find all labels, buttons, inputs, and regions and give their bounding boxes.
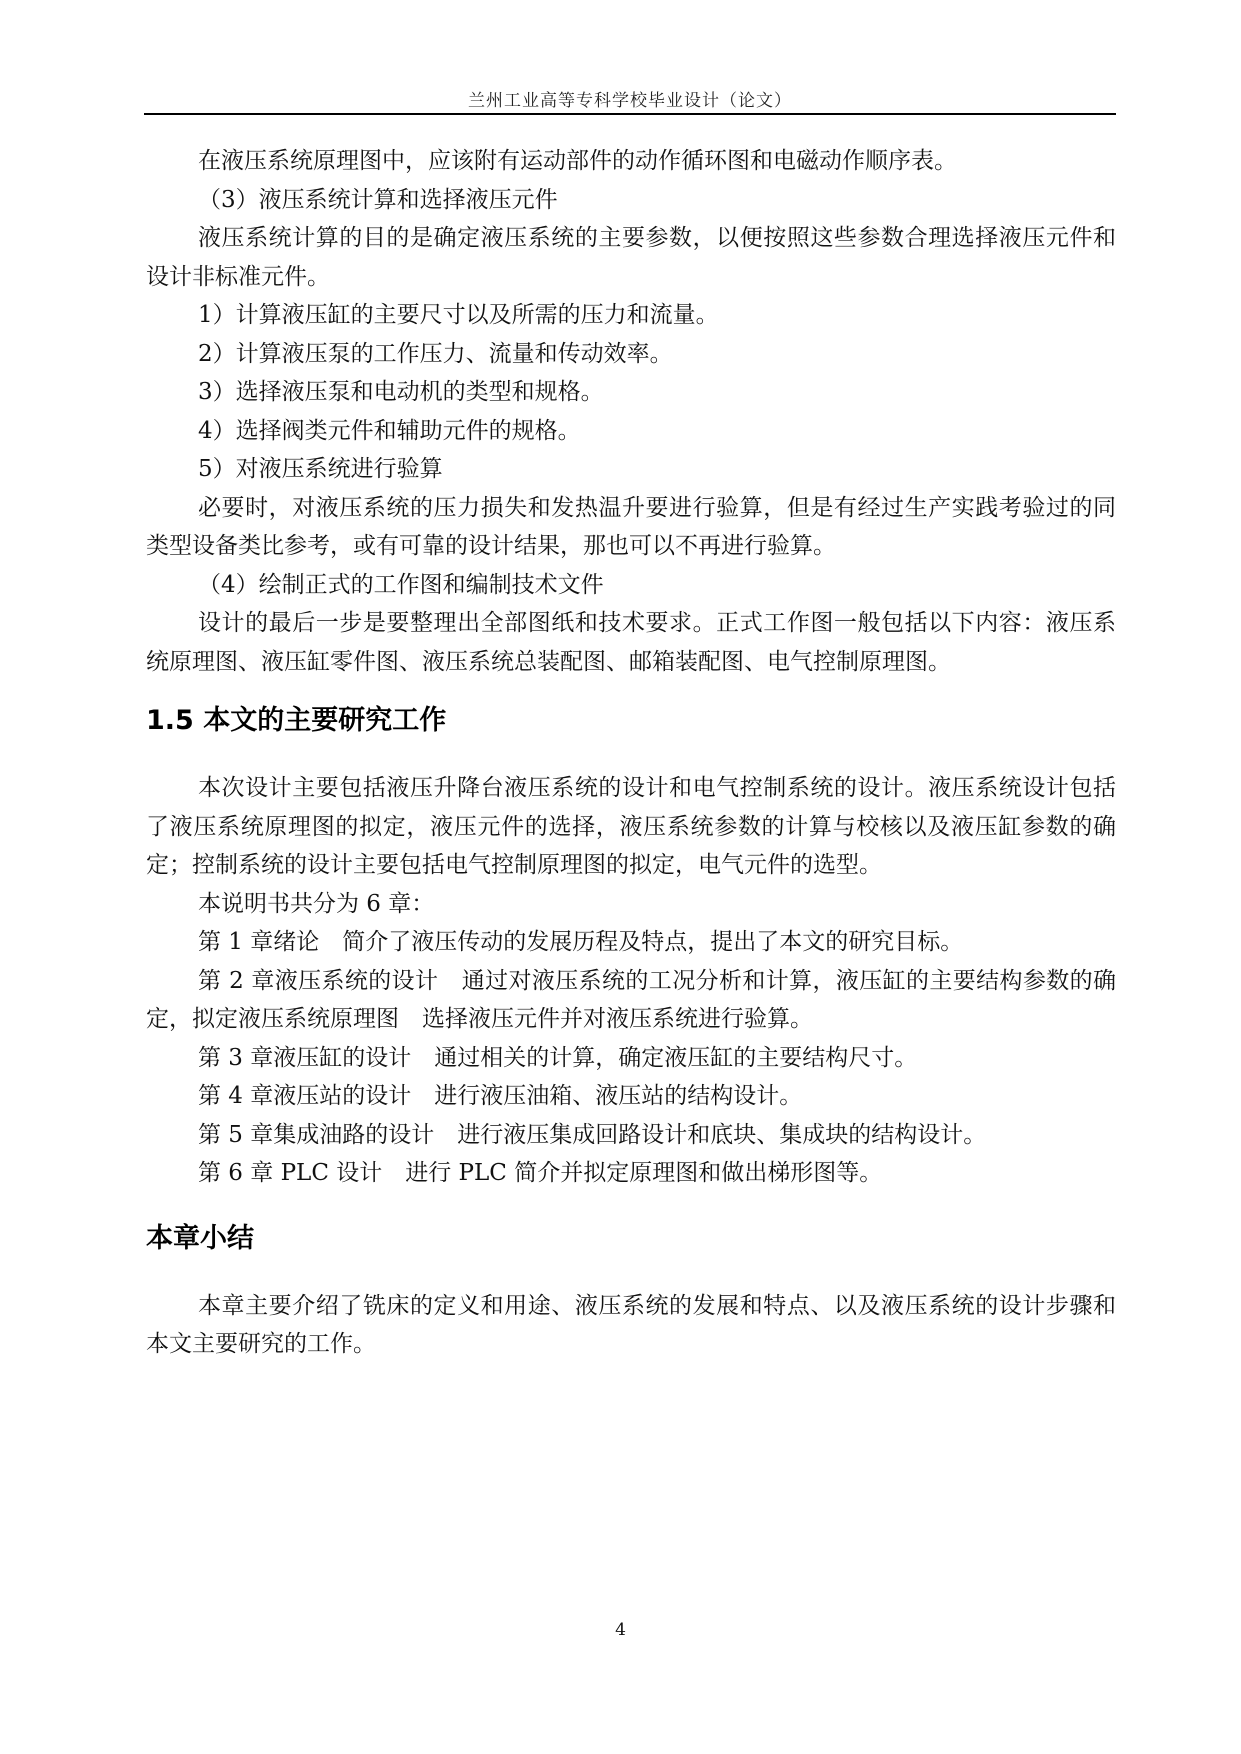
page-header: 兰州工业高等专科学校毕业设计（论文） bbox=[468, 91, 792, 111]
list-item: 3）选择液压泵和电动机的类型和规格。 bbox=[198, 379, 604, 405]
list-item: 5）对液压系统进行验算 bbox=[198, 456, 443, 482]
paragraph: 在液压系统原理图中，应该附有运动部件的动作循环图和电磁动作顺序表。 bbox=[198, 148, 957, 174]
section-heading: 1.5 本文的主要研究工作 bbox=[146, 705, 447, 736]
header-rule bbox=[144, 113, 1116, 115]
paragraph: 液压系统计算的目的是确定液压系统的主要参数，以便按照这些参数合理选择液压元件和设计非标准元件。 bbox=[146, 225, 1116, 290]
chapter-item: 第 2 章液压系统的设计 通过对液压系统的工况分析和计算，液压缸的主要结构参数的确定，拟定液压系统原理图 选择液压元件并对液压系统进行验算。 bbox=[146, 967, 1116, 1032]
chapter-item: 第 4 章液压站的设计 进行液压油箱、液压站的结构设计。 bbox=[198, 1083, 803, 1109]
list-item: 2）计算液压泵的工作压力、流量和传动效率。 bbox=[198, 340, 673, 367]
chapter-item: 第 6 章 PLC 设计 进行 PLC 简介并拟定原理图和做出梯形图等。 bbox=[198, 1160, 883, 1186]
chapter-item: 第 3 章液压缸的设计 通过相关的计算，确定液压缸的主要结构尺寸。 bbox=[198, 1044, 918, 1071]
paragraph: 本说明书共分为 6 章： bbox=[198, 890, 435, 917]
paragraph: 必要时，对液压系统的压力损失和发热温升要进行验算，但是有经过生产实践考验过的同类型设备类比参考，或有可靠的设计结果，那也可以不再进行验算。 bbox=[146, 494, 1116, 559]
body-text bbox=[146, 142, 1116, 1364]
paragraph: 本章主要介绍了铣床的定义和用途、液压系统的发展和特点、以及液压系统的设计步骤和本文主要研究的工作。 bbox=[146, 1292, 1116, 1357]
page-number: 4 bbox=[615, 1620, 626, 1640]
chapter-item: 第 5 章集成油路的设计 进行液压集成回路设计和底块、集成块的结构设计。 bbox=[198, 1121, 987, 1148]
summary-heading: 本章小结 bbox=[146, 1222, 254, 1254]
paragraph: 本次设计主要包括液压升降台液压系统的设计和电气控制系统的设计。液压系统设计包括了液压系统原理图的拟定，液压元件的选择，液压系统参数的计算与校核以及液压缸参数的确定；控制系统的设计主要包括电气控制原理图的拟定，电气元件的选型。 bbox=[146, 775, 1116, 878]
chapter-item: 第 1 章绪论 简介了液压传动的发展历程及特点，提出了本文的研究目标。 bbox=[198, 929, 964, 955]
paragraph: 设计的最后一步是要整理出全部图纸和技术要求。正式工作图一般包括以下内容：液压系统原理图、液压缸零件图、液压系统总装配图、邮箱装配图、电气控制原理图。 bbox=[146, 610, 1116, 675]
list-item: 4）选择阀类元件和辅助元件的规格。 bbox=[198, 417, 581, 444]
subsection-heading: （4）绘制正式的工作图和编制技术文件 bbox=[198, 571, 604, 598]
subsection-heading: （3）液压系统计算和选择液压元件 bbox=[198, 186, 558, 213]
list-item: 1）计算液压缸的主要尺寸以及所需的压力和流量。 bbox=[198, 302, 719, 328]
